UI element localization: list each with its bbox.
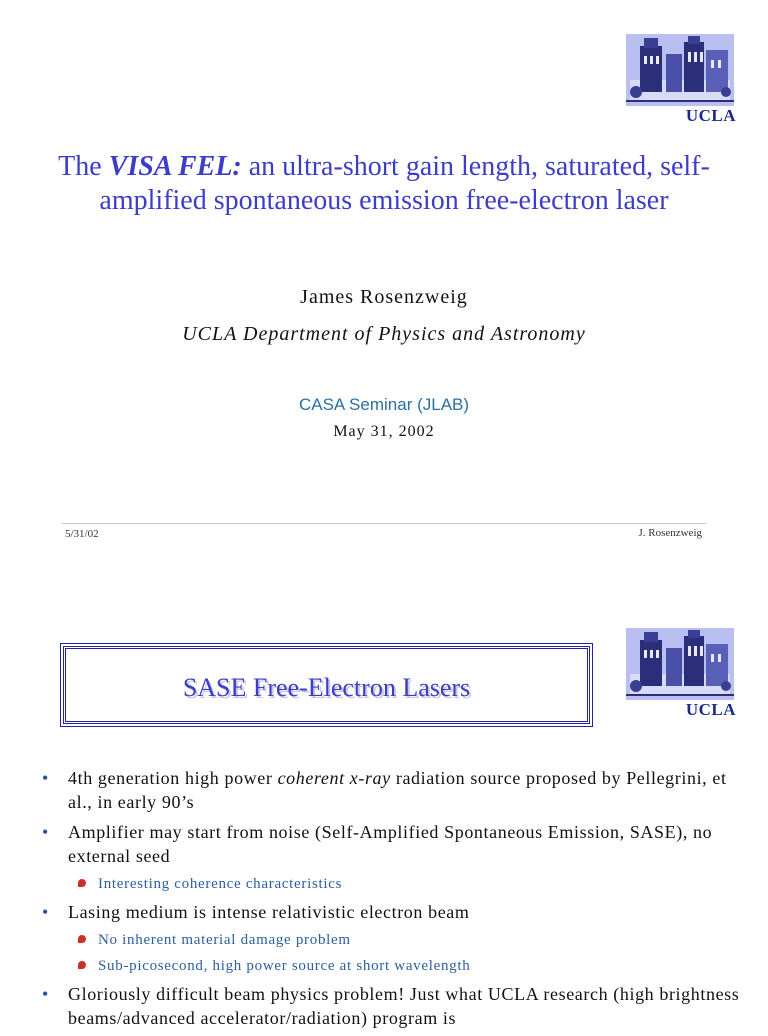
bullet-item xyxy=(40,900,740,924)
apple-bullet-icon xyxy=(78,935,86,943)
ucla-building-icon xyxy=(626,628,734,700)
bullet-dot-icon: • xyxy=(42,902,49,922)
seminar-date: May 31, 2002 xyxy=(333,423,435,440)
ucla-logo xyxy=(626,628,736,720)
bullet-item xyxy=(40,982,740,1030)
department: UCLA Department of Physics and Astronomy xyxy=(182,323,586,345)
sub-bullet-item xyxy=(40,930,740,950)
ucla-logo-text: UCLA xyxy=(685,700,736,719)
ucla-logo-text: UCLA xyxy=(685,106,736,125)
bullet-dot-icon: • xyxy=(42,822,49,842)
bullet-item xyxy=(40,766,740,814)
bullet-text: 4th generation high power xyxy=(68,768,278,788)
sub-bullet-text: No inherent material damage problem xyxy=(98,932,351,948)
apple-bullet-icon xyxy=(78,961,86,969)
footer-date: 5/31/02 xyxy=(65,528,99,540)
slide2-title: SASE Free-Electron Lasers xyxy=(182,673,471,702)
ucla-building-icon xyxy=(626,34,734,106)
slide1-title xyxy=(40,150,728,218)
bullet-list xyxy=(40,766,740,1036)
bullet-text: radiation source proposed by Pellegrini, et al., in early 90’s xyxy=(68,768,727,812)
title-emphasis: VISA FEL: xyxy=(108,151,242,182)
bullet-emphasis: coherent x-ray xyxy=(277,768,391,788)
title-prefix: The xyxy=(58,151,109,182)
bullet-text: Amplifier may start from noise (Self-Amplified Spontaneous Emission, SASE), no external seed xyxy=(68,822,713,866)
ucla-logo xyxy=(626,34,736,126)
author-name: James Rosenzweig xyxy=(300,286,468,308)
bullet-dot-icon: • xyxy=(42,984,49,1004)
title-rest: an ultra-short gain length, saturated, self-amplified spontaneous emission free-electron laser xyxy=(99,151,710,216)
footer-author: J. Rosenzweig xyxy=(638,527,702,539)
bullet-item xyxy=(40,820,740,868)
slide2-title-box xyxy=(63,646,590,724)
apple-bullet-icon xyxy=(78,879,86,887)
sub-bullet-text: Interesting coherence characteristics xyxy=(98,876,343,892)
sub-bullet-item xyxy=(40,874,740,894)
bullet-dot-icon: • xyxy=(42,768,49,788)
bullet-text: Lasing medium is intense relativistic electron beam xyxy=(68,902,470,922)
sub-bullet-item xyxy=(40,956,740,976)
bullet-text: Gloriously difficult beam physics problem! Just what UCLA research (high brightness beams/advanced accelerator/radiation) program is xyxy=(68,984,740,1028)
footer-divider xyxy=(62,523,706,524)
seminar-name: CASA Seminar (JLAB) xyxy=(298,395,470,414)
sub-bullet-text: Sub-picosecond, high power source at short wavelength xyxy=(98,958,471,974)
